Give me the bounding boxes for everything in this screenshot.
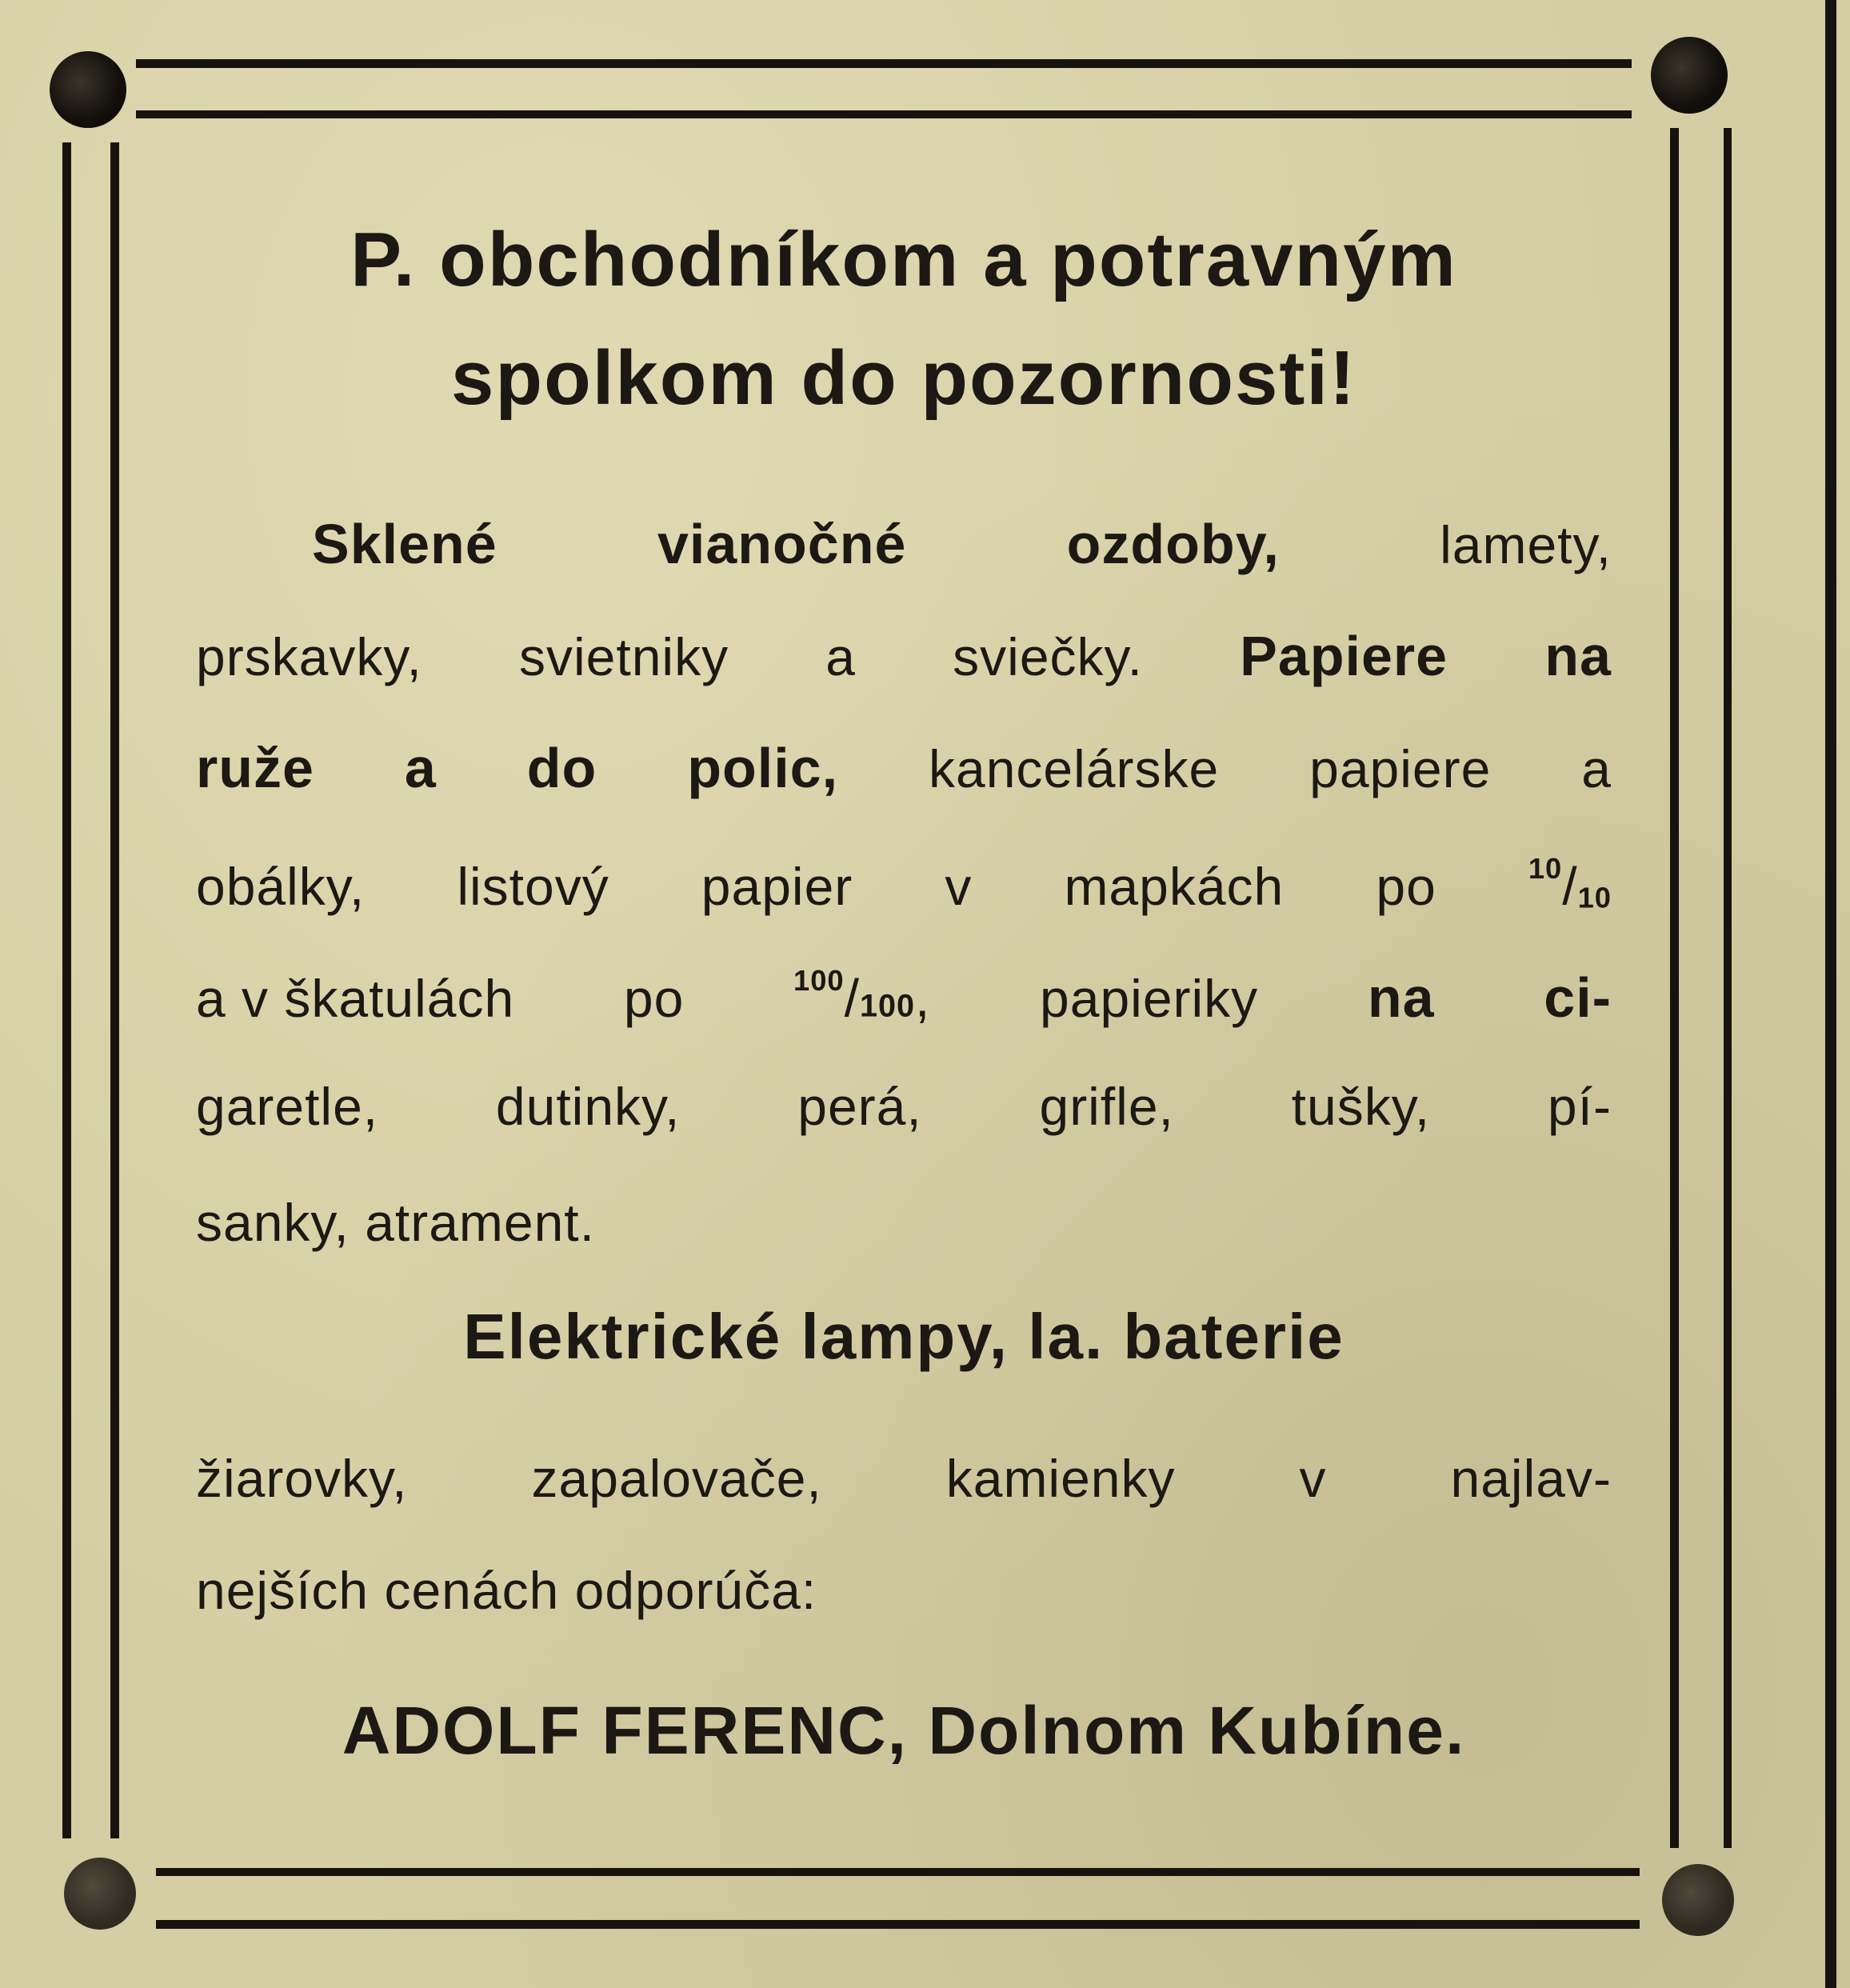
corner-ornament-top-right <box>1651 37 1728 114</box>
word: ci- <box>1544 966 1612 1029</box>
word: mapkách <box>1064 856 1285 916</box>
body-line-2 <box>196 624 1612 688</box>
word: listový <box>457 856 609 916</box>
word: ruže <box>196 737 314 799</box>
word: perá, <box>797 1077 922 1136</box>
frame-top-rule-inner <box>136 110 1632 118</box>
body-line-4 <box>196 852 1612 917</box>
word: v <box>1299 1449 1327 1508</box>
word: grifle, <box>1039 1077 1174 1136</box>
word: Papiere <box>1240 625 1448 687</box>
word: lamety, <box>1440 515 1612 574</box>
word: papier <box>701 856 853 916</box>
body-line-1 <box>312 512 1612 576</box>
fraction-ten-ten: $^{10}/_{10}$ <box>1528 852 1612 916</box>
word: papiere <box>1309 739 1492 798</box>
word: najlav- <box>1450 1449 1612 1508</box>
body-line-9: nejších cenách odporúča: <box>196 1561 817 1620</box>
corner-ornament-bottom-right <box>1662 1864 1734 1936</box>
fraction-denominator: 10 <box>1577 881 1612 914</box>
word: zapalovače, <box>531 1449 822 1508</box>
corner-ornament-bottom-left <box>64 1858 136 1930</box>
word: garetle, <box>196 1077 379 1136</box>
fraction-numerator: 10 <box>1528 852 1563 885</box>
word: papieriky <box>1040 968 1259 1028</box>
word: svietniky <box>519 627 729 686</box>
word: Sklené <box>312 513 497 575</box>
word: kancelárske <box>929 739 1220 798</box>
word: po <box>1376 856 1436 916</box>
word: kamienky <box>945 1449 1176 1508</box>
word: dutinky, <box>495 1077 681 1136</box>
fraction-denominator: 100 <box>859 988 915 1024</box>
frame-top-rule-outer <box>136 59 1632 68</box>
ad-title-line-2: spolkom do pozornosti! <box>451 335 1357 421</box>
body-line-6 <box>196 1076 1612 1137</box>
word: žiarovky, <box>196 1449 408 1508</box>
word: prskavky, <box>196 627 422 686</box>
body-line-3 <box>196 736 1612 800</box>
frame-right-rule-inner <box>1670 128 1679 1848</box>
phrase: a v škatulách <box>196 968 515 1028</box>
word: sviečky. <box>953 627 1143 686</box>
frame-left-rule-outer <box>62 142 71 1838</box>
word: po <box>623 968 685 1028</box>
word: obálky, <box>196 856 366 916</box>
word: tušky, <box>1291 1077 1431 1136</box>
frame-right-rule-outer <box>1724 128 1732 1848</box>
word: a <box>404 737 437 799</box>
word: do <box>526 737 597 799</box>
body-line-5 <box>196 964 1612 1030</box>
word: polic, <box>687 737 839 799</box>
frame-bottom-rule-outer <box>156 1920 1640 1929</box>
frame-left-rule-inner <box>110 142 119 1838</box>
corner-ornament-top-left <box>50 51 126 128</box>
fraction-hundred-hundred: $^{100}$/100, <box>793 964 931 1028</box>
word: a <box>825 627 856 686</box>
word: vianočné <box>657 513 907 575</box>
word: ozdoby, <box>1066 513 1280 575</box>
word: v <box>945 856 973 916</box>
word: na <box>1367 966 1435 1029</box>
page-column-rule <box>1825 0 1836 1988</box>
ad-title-line-1: P. obchodníkom a potravným <box>350 217 1457 302</box>
word: a <box>1581 739 1612 798</box>
word: na <box>1544 625 1612 687</box>
body-line-8 <box>196 1448 1612 1509</box>
advertiser-signature: ADOLF FERENC, Dolnom Kubíne. <box>342 1693 1466 1768</box>
electric-lamps-heading: Elektrické lampy, la. baterie <box>463 1301 1345 1372</box>
frame-bottom-rule-inner <box>156 1868 1640 1876</box>
word: pí- <box>1547 1077 1612 1136</box>
fraction-numerator: 100 <box>793 964 845 997</box>
body-line-7: sanky, atrament. <box>196 1193 595 1252</box>
